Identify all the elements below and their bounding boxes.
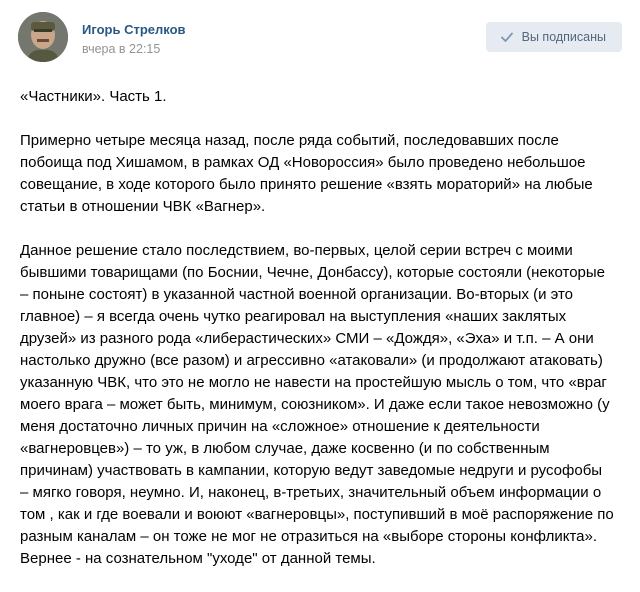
- check-icon: [500, 30, 514, 44]
- author-name-link[interactable]: Игорь Стрелков: [82, 22, 186, 37]
- post-header: [18, 12, 622, 62]
- avatar-photo-icon: [18, 12, 68, 62]
- author-block: [82, 22, 186, 57]
- post-paragraph: Данное решение стало последствием, во-первых, целой серии встреч с моими бывшими товарищами (по Боснии, Чечне, Донбассу), которые состояли (некоторые – поныне состоят) в указанной частной военной организации. Во-вторых (и это главное) – я всегда очень чутко реагировал на выступления «наших заклятых друзей» из разного рода «либерастических» СМИ – «Дождя», «Эха» и т.п. – А они настолько дружно (все разом) и агрессивно «атаковали» (и продолжают атаковать) указанную ЧВК, что это не могло не навести на простейшую мысль о том, что «враг моего врага – может быть, минимум, союзником». И даже если такое невозможно (у меня достаточно личных причин на «сложное» отношение к деятельности «вагнеровцев») – то уж, в любом случае, даже косвенно (и по собственным причинам) участвовать в кампании, которую ведут заведомые недруги и русофобы – мягко говоря, неумно. И, наконец, в-третьих, значительный объем информации о том , как и где воевали и воюют «вагнеровцы», поступивший в моё распоряжение по разным каналам – он тоже не мог не отразиться на «выборе стороны конфликта». Вернее - на сознательном "уходе" от данной темы.: [20, 242, 614, 567]
- subscribed-button-label: Вы подписаны: [521, 30, 606, 44]
- post-text: [20, 86, 626, 592]
- post-paragraph-title: «Частники». Часть 1.: [20, 88, 167, 105]
- avatar[interactable]: [18, 12, 68, 62]
- subscribed-button[interactable]: [486, 22, 622, 52]
- post-paragraph: Примерно четыре месяца назад, после ряда событий, последовавших после побоища под Хишамом, в рамках ОД «Новороссия» было проведено небольшое совещание, в ходе которого было принято решение «взять мораторий» на любые статьи в отношении ЧВК «Вагнер».: [20, 132, 593, 215]
- post-timestamp[interactable]: вчера в 22:15: [82, 42, 161, 56]
